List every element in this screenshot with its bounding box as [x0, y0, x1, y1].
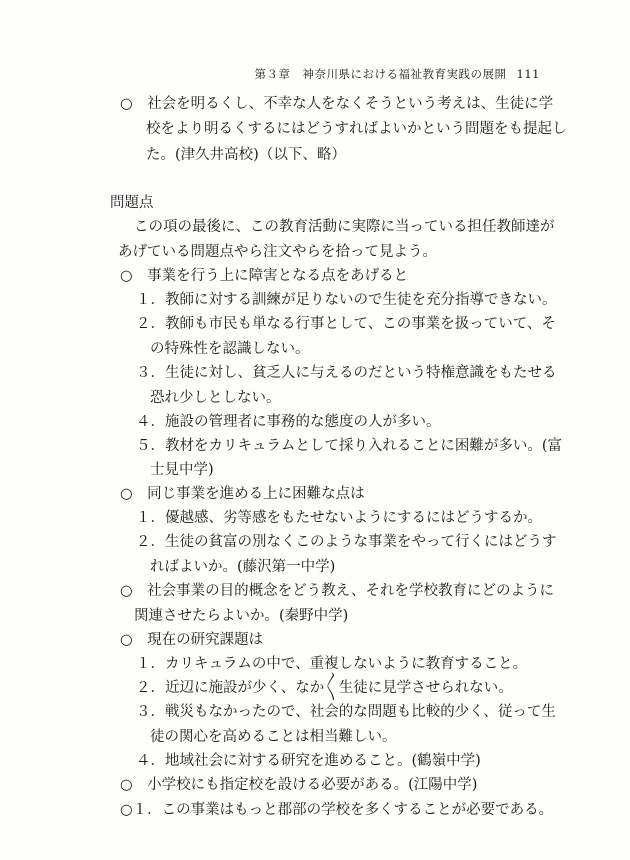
text-line: ○ 同じ事業を進める上に困難な点は: [120, 486, 365, 502]
running-header: [255, 66, 540, 82]
text-line: ４．施設の管理者に事務的な態度の人が多い。: [136, 414, 441, 430]
text-line: ５．教材をカリキュラムとして採り入れることに困難が多い。(富: [136, 438, 563, 454]
text-line: この項の最後に、この教育活動に実際に当っている担任教師達が: [134, 219, 555, 235]
text-line: ○１．この事業はもっと郡部の学校を多くすることが必要である。: [120, 802, 554, 818]
text-line: ３．戦災もなかったので、社会的な問題も比較的少く、従って生: [136, 704, 556, 720]
text-line: １．カリキュラムの中で、重複しないように教育すること。: [136, 656, 528, 672]
text-line: ○ 小学校にも指定校を設ける必要がある。(江陽中学): [120, 777, 478, 793]
text-line: ２．教師も市民も単なる行事として、この事業を扱っていて、そ: [136, 316, 556, 332]
text-line: １．優越感、劣等感をもたせないようにするにはどうするか。: [136, 510, 542, 526]
text-line: あげている問題点やら注文やらを拾って見よう。: [118, 244, 437, 260]
text-line: ○ 現在の研究課題は: [120, 632, 264, 648]
text-line: 恐れ少しとしない。: [150, 390, 281, 406]
section-heading: 問題点: [110, 195, 154, 211]
text-line: ４．地域社会に対する研究を進めること。(鶴嶺中学): [136, 753, 481, 769]
text-line: ○ 社会事業の目的概念をどう教え、それを学校教育にどのように: [120, 583, 555, 599]
text-line: ２．生徒の貧富の別なくこのような事業をやって行くにはどうす: [136, 534, 557, 550]
text-line: ○ 事業を行う上に障害となる点をあげると: [120, 268, 409, 284]
page-number: 111: [516, 67, 540, 81]
text-line: ○ 社会を明るくし、不幸な人をなくそうという考えは、生徒に学: [120, 96, 554, 112]
running-title: 第３章 神奈川県における福祉教育実践の展開: [254, 67, 507, 81]
text-line: １．教師に対する訓練が足りないので生徒を充分指導できない。: [136, 292, 557, 308]
text-line: の特殊性を認識しない。: [150, 341, 310, 357]
text-line: 徒の関心を高めることは相当難しい。: [150, 729, 397, 745]
text-line: た。(津久井高校)（以下、略）: [146, 147, 346, 163]
text-line: ればよいか。(藤沢第一中学): [150, 559, 336, 575]
text-line: ３．生徒に対し、貧乏人に与えるのだという特権意識をもたせる: [136, 365, 557, 381]
text-line: 関連させたらよいか。(秦野中学): [134, 608, 349, 624]
text-line: 校をより明るくするにはどうすればよいかという問題をも提起し: [146, 121, 567, 137]
text-line: 士見中学): [150, 462, 214, 478]
text-line: ２．近辺に施設が少く、なか〳〵生徒に見学させられない。: [136, 680, 513, 696]
